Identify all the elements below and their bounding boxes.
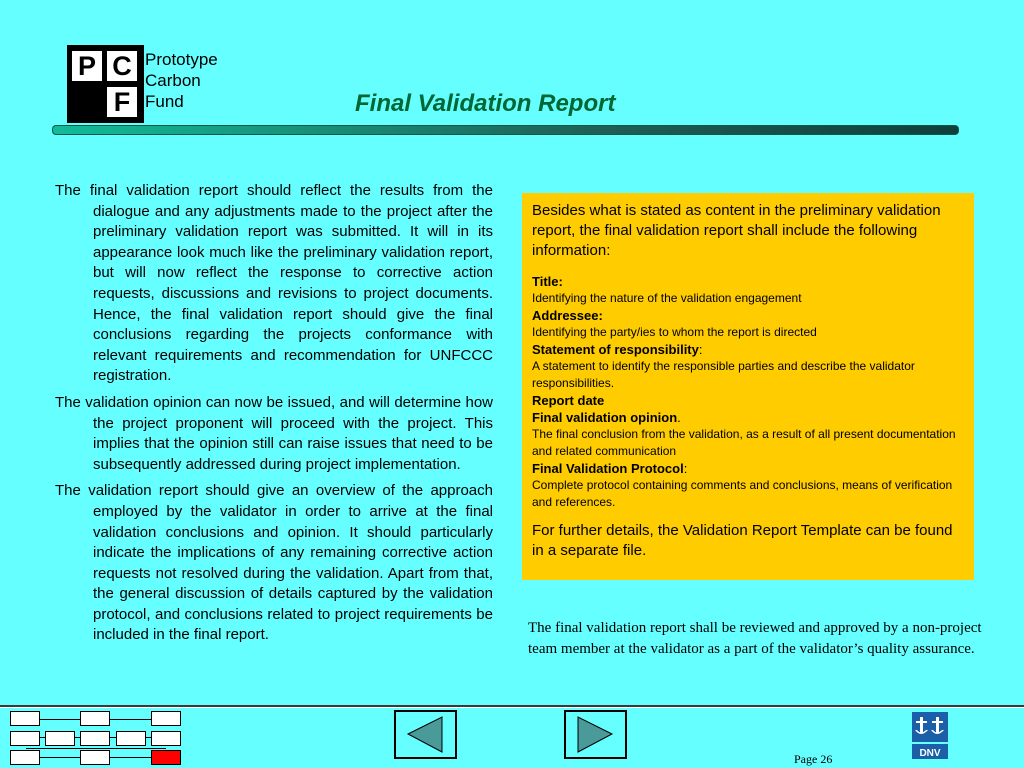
pcf-logo: [67, 45, 144, 123]
logo-letter-c: C: [107, 51, 137, 81]
item-desc-title: Identifying the nature of the validation engagement: [532, 291, 802, 305]
nav-map-slide-box[interactable]: [116, 731, 146, 746]
slide-navigation-map[interactable]: [0, 708, 200, 768]
dnv-logo: [912, 712, 948, 759]
nav-map-slide-box[interactable]: [151, 731, 181, 746]
logo-letter-f: F: [107, 87, 137, 117]
nav-map-slide-box[interactable]: [151, 711, 181, 726]
page-number: Page 26: [794, 752, 833, 766]
arrow-right-icon: [566, 712, 625, 757]
nav-map-slide-box[interactable]: [80, 750, 110, 765]
nav-map-slide-box[interactable]: [10, 731, 40, 746]
title-divider: [52, 125, 959, 135]
logo-line-prototype: Prototype: [145, 50, 218, 69]
nav-map-slide-box[interactable]: [10, 750, 40, 765]
qa-note: The final validation report shall be reviewed and approved by a non-project team member at the validator as a part of the validator’s quality assurance.: [528, 620, 982, 657]
item-desc-opinion: The final conclusion from the validation, as a result of all present documentation and related communication: [532, 427, 956, 458]
previous-slide-button[interactable]: [394, 710, 457, 759]
report-contents-box: [522, 193, 974, 580]
nav-map-slide-box[interactable]: [45, 731, 75, 746]
next-slide-button[interactable]: [564, 710, 627, 759]
box-outro: For further details, the Validation Report Template can be found in a separate file.: [532, 522, 953, 559]
item-label-protocol: Final Validation Protocol:: [532, 461, 688, 476]
left-body-text: [55, 181, 493, 652]
nav-map-slide-box[interactable]: [80, 731, 110, 746]
nav-map-current-slide-box[interactable]: [151, 750, 181, 765]
item-label-addressee: Addressee:: [532, 308, 603, 323]
item-label-responsibility: Statement of responsibility:: [532, 342, 703, 357]
logo-letter-p: P: [72, 51, 102, 81]
arrow-left-icon: [396, 712, 455, 757]
slide-title: Final Validation Report: [355, 90, 616, 117]
logo-line-carbon: Carbon: [145, 71, 201, 90]
item-label-title: Title:: [532, 274, 563, 289]
nav-map-slide-box[interactable]: [10, 711, 40, 726]
paragraph-overview: The validation report should give an overview of the approach employed by the validator in order to arrive at the final validation conclusions and opinion. It should particularly indicate the implications of any remaining corrective action requests not resolved during the validation. Apart from that, the general discussion of details captured by the validation protocol, and conclusions related to project requirements be included in the final report.: [55, 482, 493, 644]
logo-line-fund: Fund: [145, 92, 184, 111]
nav-map-slide-box[interactable]: [80, 711, 110, 726]
item-desc-addressee: Identifying the party/ies to whom the report is directed: [532, 325, 817, 339]
paragraph-final-report: The final validation report should reflect the results from the dialogue and any adjustments made to the project after the preliminary validation report was submitted. It will in its appearance look much like the preliminary validation report, but will now reflect the response to corrective action requests, discussions and revisions to project documents. Hence, the final validation report should give the final conclusions regarding the projects conformance with relevant requirements and recommendation for UNFCCC registration.: [55, 182, 493, 385]
logo-text: [145, 49, 218, 112]
dnv-label: DNV: [919, 748, 941, 759]
item-label-report-date: Report date: [532, 393, 605, 408]
item-desc-protocol: Complete protocol containing comments and conclusions, means of verification and references.: [532, 478, 953, 509]
item-label-opinion: Final validation opinion.: [532, 410, 681, 425]
item-desc-responsibility: A statement to identify the responsible parties and describe the validator responsibilities.: [532, 359, 915, 390]
nav-map-connector: [26, 748, 166, 749]
box-intro: Besides what is stated as content in the preliminary validation report, the final validation report shall include the following information:: [532, 202, 941, 259]
paragraph-validation-opinion: The validation opinion can now be issued, and will determine how the project proponent will proceed with the project. This implies that the opinion still can raise issues that need to be subsequently addressed during project implementation.: [55, 393, 493, 473]
